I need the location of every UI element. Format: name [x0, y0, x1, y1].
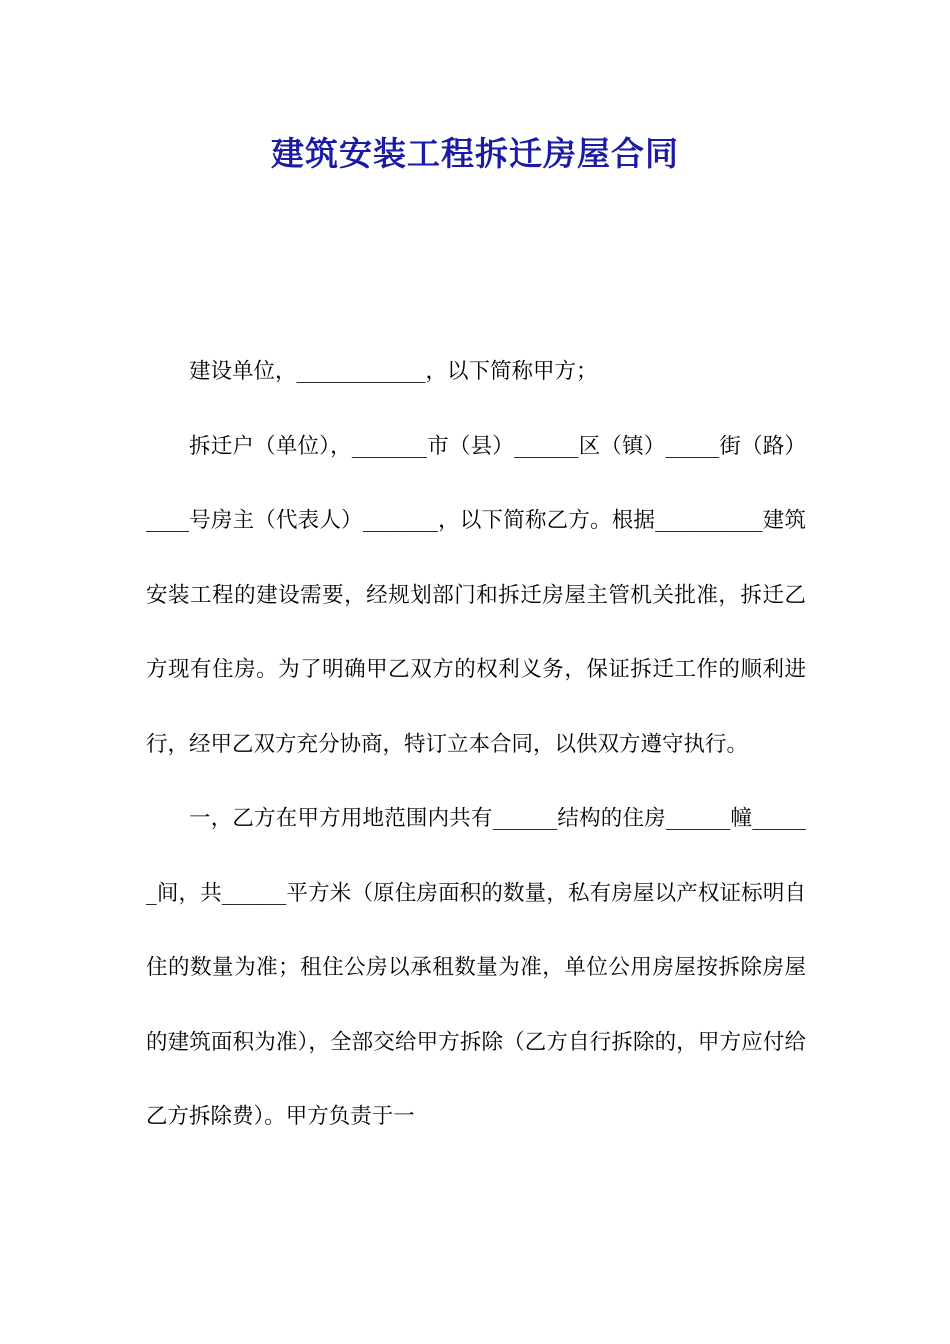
document-title: 建筑安装工程拆迁房屋合同: [271, 134, 679, 173]
paragraph-parties-b: 拆迁户（单位），_______市（县）______区（镇）_____街（路）____号房主（代表人）_______，以下简称乙方。根据__________建筑安装工程的建设需要，经规划部门和拆迁房屋主管机关批准，拆迁乙方现有住房。为了明确甲乙双方的权利义务，保证拆迁工作的顺利进行，经甲乙双方充分协商，特订立本合同，以供双方遵守执行。: [146, 433, 806, 757]
document-body: [146, 335, 806, 1155]
paragraph-parties-a: 建设单位，____________，以下简称甲方；: [189, 359, 598, 384]
paragraph-clause-one: 一，乙方在甲方用地范围内共有______结构的住房______幢______间，共______平方米（原住房面积的数量，私有房屋以产权证标明自住的数量为准；租住公房以承租数量为准，单位公用房屋按拆除房屋的建筑面积为准），全部交给甲方拆除（乙方自行拆除的，甲方应付给乙方拆除费）。甲方负责于一: [146, 806, 806, 1129]
